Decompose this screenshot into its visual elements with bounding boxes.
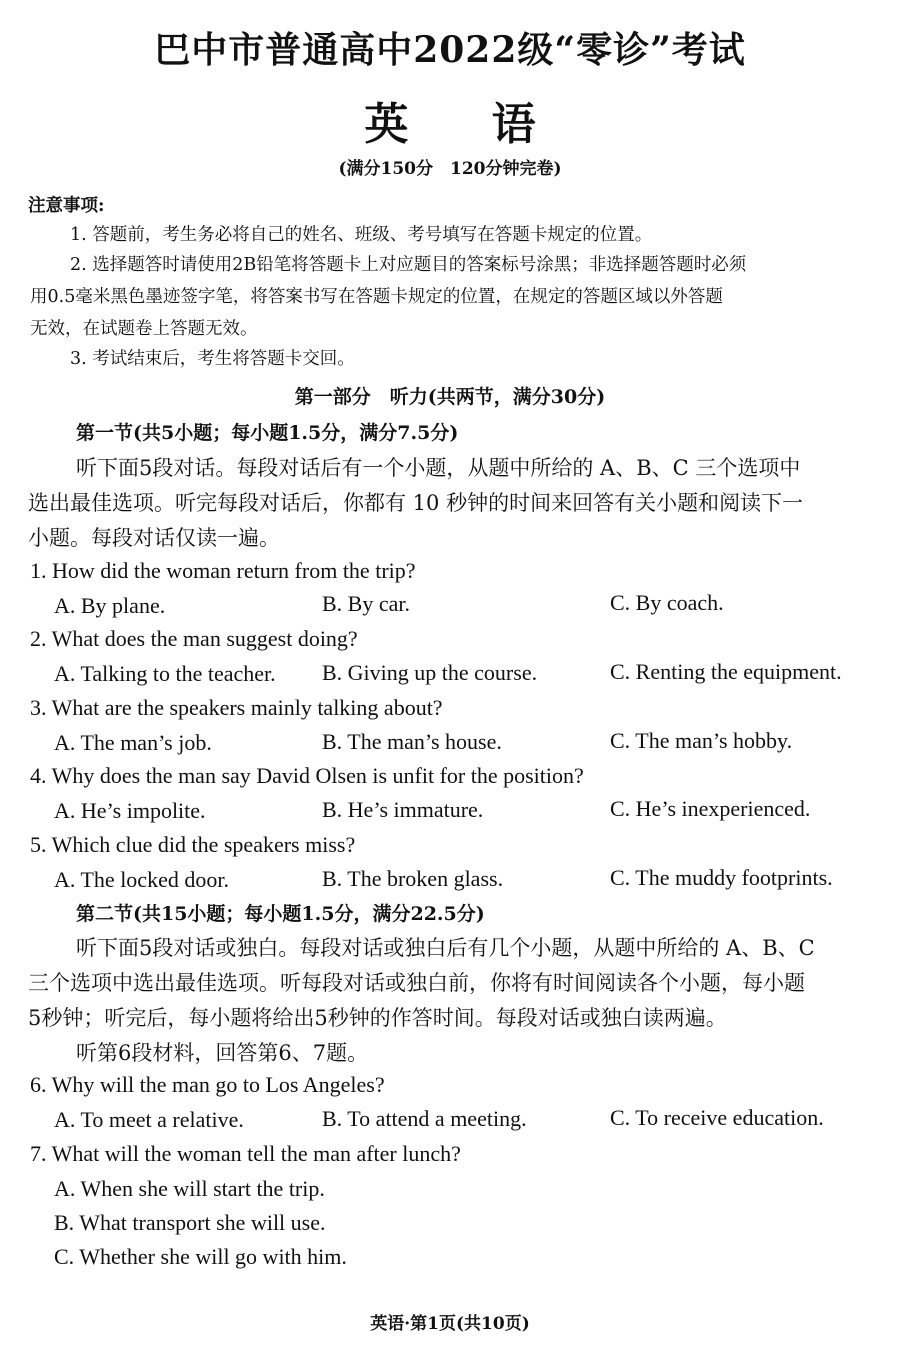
question-stem: 2. What does the man suggest doing? (30, 626, 358, 651)
question-stem: 4. Why does the man say David Olsen is unfit for the position? (30, 763, 584, 788)
option-a: A. The locked door. (54, 867, 229, 892)
option-b: B. The broken glass. (322, 866, 504, 891)
note-2-end: 无效，在试题卷上答题无效。 (30, 319, 258, 339)
question-stem: 1. How did the woman return from the trip? (30, 558, 416, 583)
option-a: A. When she will start the trip. (54, 1176, 325, 1201)
question-stem: 5. Which clue did the speakers miss? (30, 832, 356, 857)
option-c: C. The muddy footprints. (610, 865, 833, 890)
section1-instr-1: 听下面5段对话。每段对话后有一个小题，从题中所给的 A、B、C 三个选项中 (76, 456, 801, 480)
option-a: A. Talking to the teacher. (54, 661, 276, 686)
note-1: 1. 答题前，考生务必将自己的姓名、班级、考号填写在答题卡规定的位置。 (70, 225, 653, 245)
part1-heading: 第一部分 听力(共两节，满分30分) (294, 386, 606, 408)
option-a: A. To meet a relative. (54, 1107, 244, 1132)
section2-instr-3: 5秒钟；听完后，每小题将给出5秒钟的作答时间。每段对话或独白读两遍。 (28, 1006, 727, 1030)
section2-heading: 第二节(共15小题；每小题1.5分，满分22.5分) (76, 903, 485, 925)
note-3: 3. 考试结束后，考生将答题卡交回。 (70, 349, 355, 369)
option-a: A. The man’s job. (54, 730, 212, 755)
option-b: B. Giving up the course. (322, 660, 538, 685)
option-b: B. To attend a meeting. (322, 1106, 527, 1131)
option-b: B. He’s immature. (322, 797, 484, 822)
note-2: 2. 选择题答时请使用2B铅笔将答题卡上对应题目的答案标号涂黑；非选择题答题时必须 (70, 255, 747, 275)
exam-info: (满分150分 120分钟完卷) (338, 159, 562, 179)
exam-title: 巴中市普通高中2022级“零诊”考试 (154, 29, 746, 71)
option-c: C. By coach. (610, 590, 724, 615)
question-stem: 7. What will the woman tell the man after lunch? (30, 1141, 461, 1166)
option-b: B. The man’s house. (322, 729, 502, 754)
option-c: C. He’s inexperienced. (610, 796, 811, 821)
note-2-cont: 用0.5毫米黑色墨迹签字笔，将答案书写在答题卡规定的位置，在规定的答题区域以外答题 (30, 287, 723, 307)
notes-heading: 注意事项: (28, 196, 105, 216)
section1-instr-3: 小题。每段对话仅读一遍。 (28, 526, 280, 550)
question-stem: 3. What are the speakers mainly talking about? (30, 695, 443, 720)
section1-instr-2: 选出最佳选项。听完每段对话后，你都有 10 秒钟的时间来回答有关小题和阅读下一 (28, 491, 804, 515)
option-c: C. Whether she will go with him. (54, 1244, 347, 1269)
section2-instr-2: 三个选项中选出最佳选项。听每段对话或独白前，你将有时间阅读各个小题，每小题 (28, 971, 805, 995)
subject-title: 英 语 (364, 99, 570, 150)
option-a: A. He’s impolite. (54, 798, 206, 823)
option-a: A. By plane. (54, 593, 166, 618)
option-b: B. What transport she will use. (54, 1210, 326, 1235)
section2-instr-1: 听下面5段对话或独白。每段对话或独白后有几个小题，从题中所给的 A、B、C (76, 936, 815, 960)
option-c: C. To receive education. (610, 1105, 824, 1130)
option-b: B. By car. (322, 591, 410, 616)
material-note: 听第6段材料，回答第6、7题。 (76, 1041, 369, 1065)
section1-heading: 第一节(共5小题；每小题1.5分，满分7.5分) (76, 422, 459, 444)
option-c: C. The man’s hobby. (610, 728, 793, 753)
option-c: C. Renting the equipment. (610, 659, 842, 684)
page-footer: 英语·第1页(共10页) (370, 1314, 530, 1334)
question-stem: 6. Why will the man go to Los Angeles? (30, 1072, 385, 1097)
